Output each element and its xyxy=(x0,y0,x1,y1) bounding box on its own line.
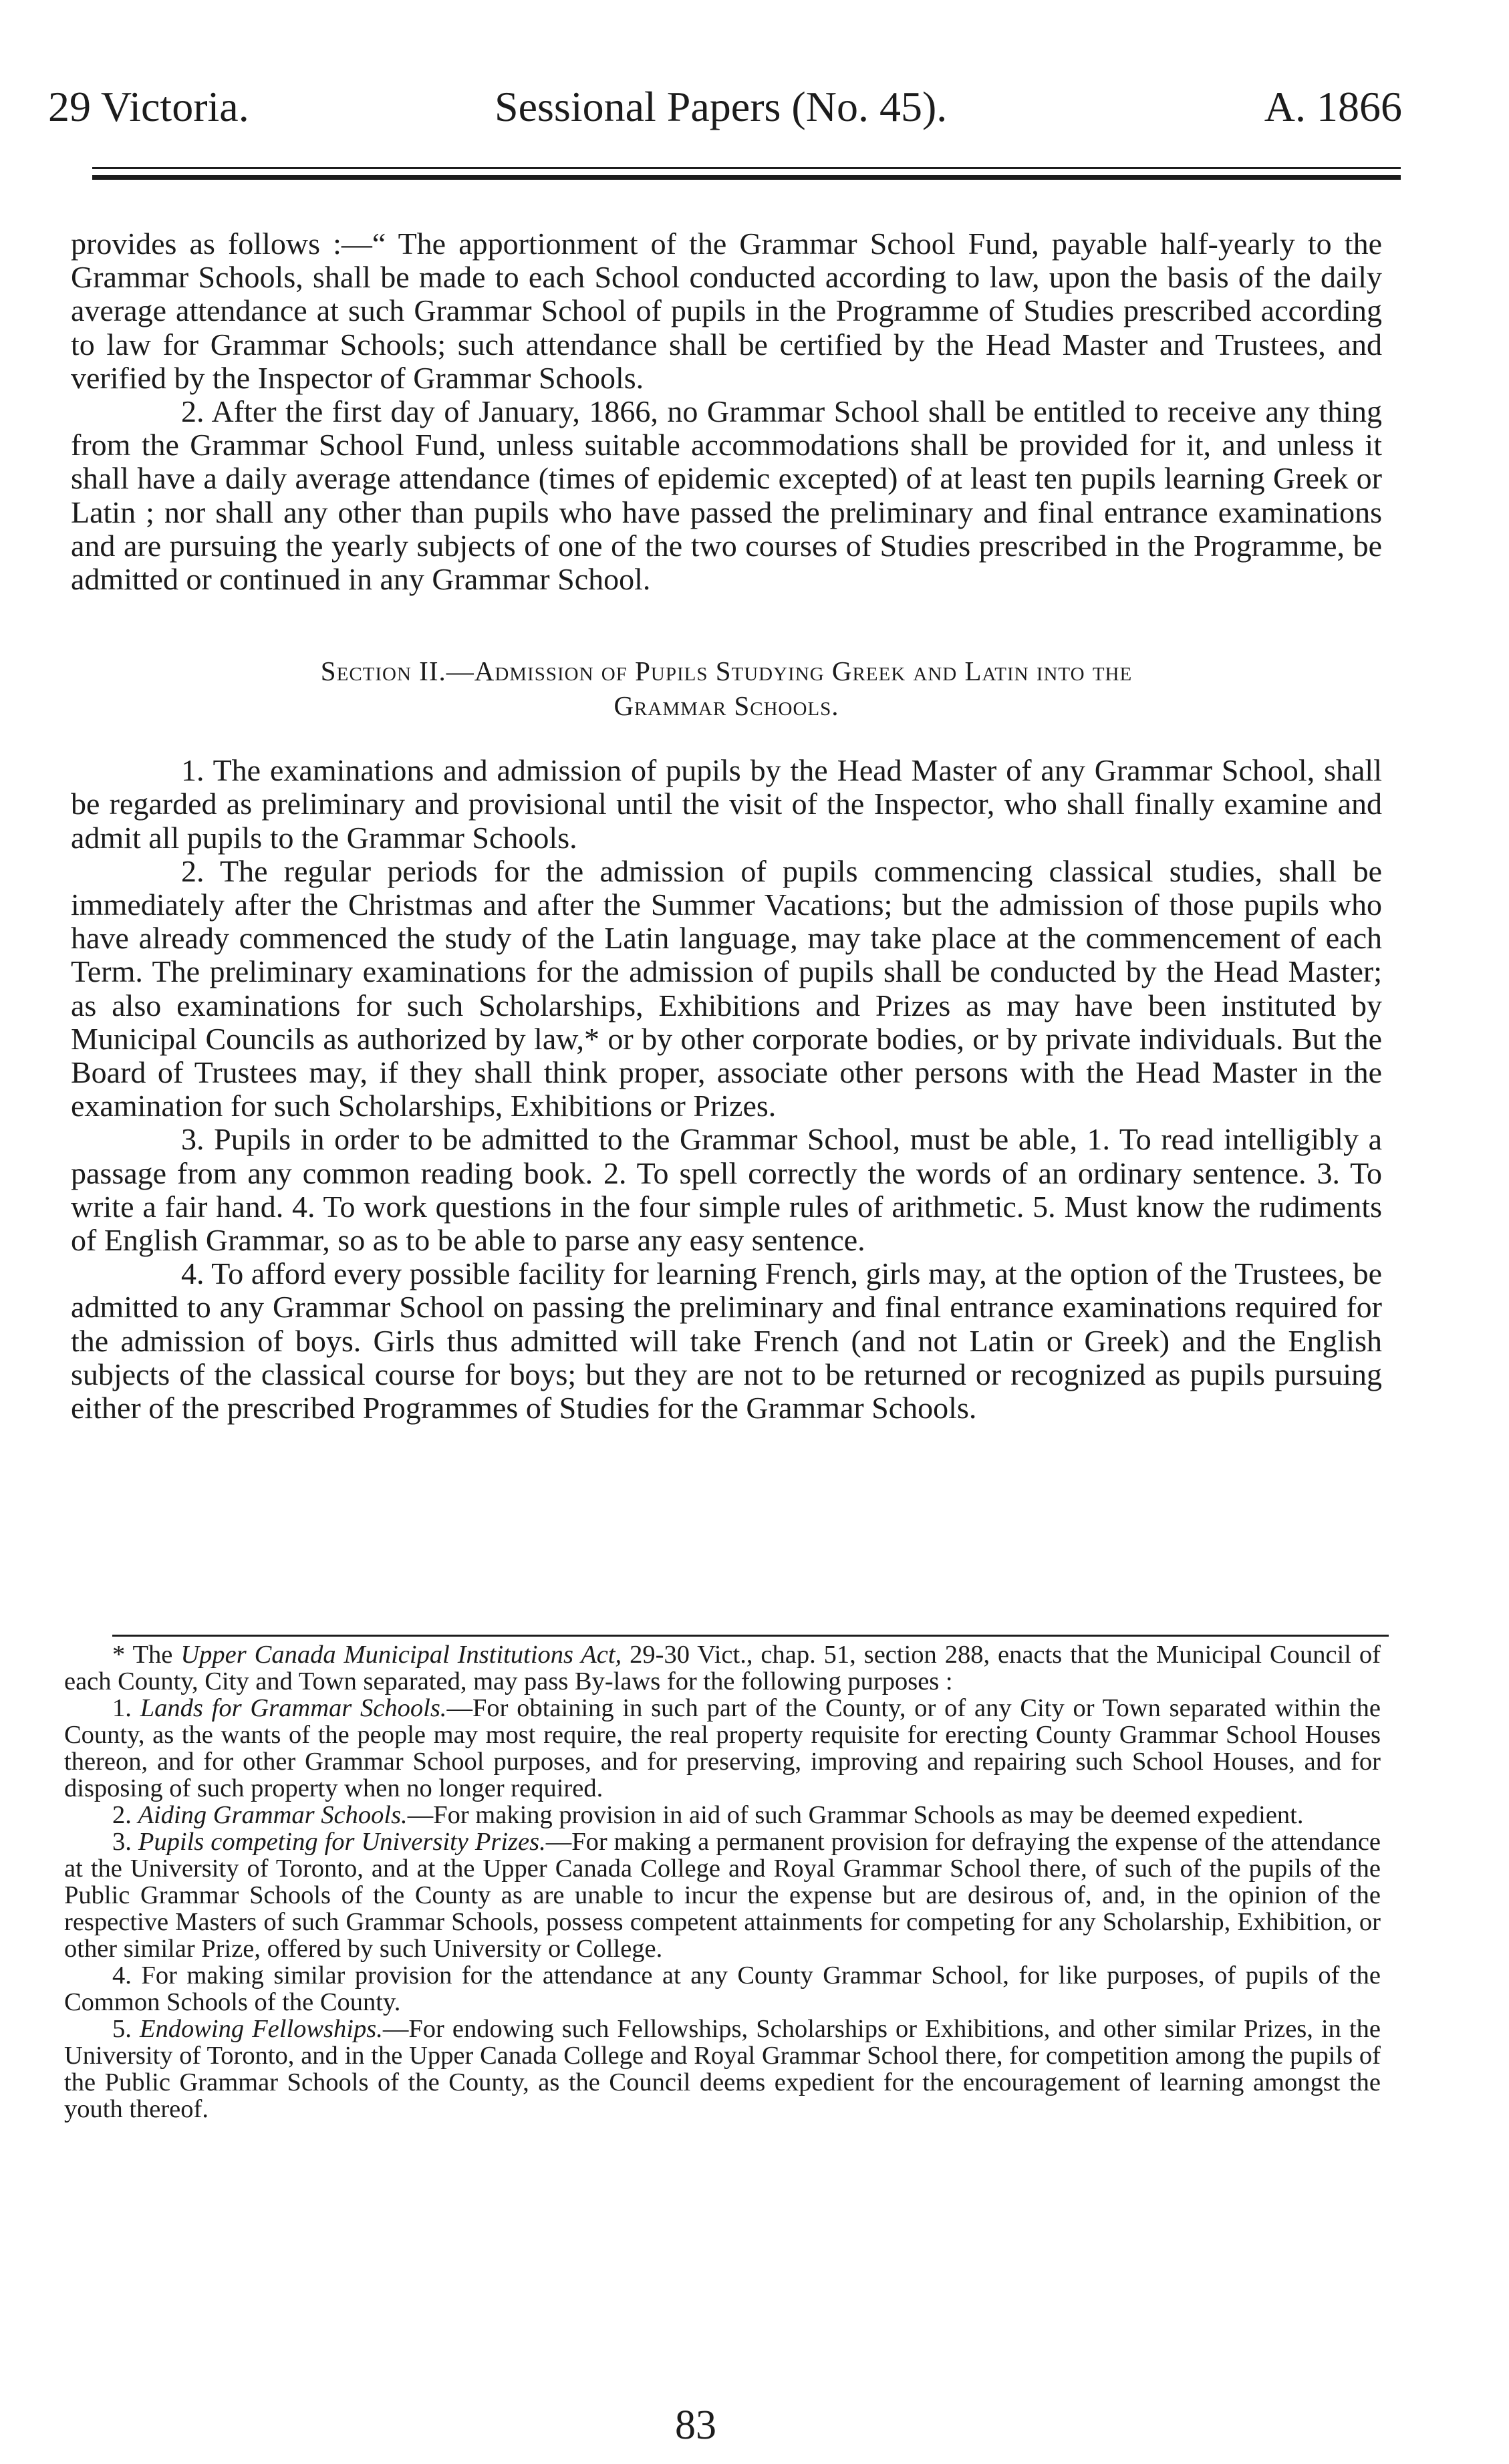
header-rule-thick xyxy=(92,175,1401,180)
section-heading-line-2: Grammar Schools. xyxy=(613,690,839,722)
header-year: A. 1866 xyxy=(1264,83,1402,130)
section-paragraph-4: 4. To afford every possible facility for learning French, girls may, at the option of the Trustees, be admitted to any Grammar School on passing the preliminary and final entrance examinations required for the admission of boys. Girls thus admitted will take French (and not Latin or Greek) and the English subjects of the classical course for boys; but they are not to be returned or recognized as pupils pursuing either of the prescribed Programmes of Studies for the Grammar Schools. xyxy=(71,1256,1382,1425)
footnote-item xyxy=(64,1695,1381,1802)
section-paragraph-1: 1. The examinations and admission of pupils by the Head Master of any Grammar School, shall be regarded as preliminary and provisional until the visit of the Inspector, who shall finally examine and admit all pupils to the Grammar Schools. xyxy=(71,753,1382,855)
footnote-intro xyxy=(64,1641,1381,1695)
footnote-item-title: Pupils competing for University Prizes. xyxy=(138,1828,546,1856)
section-heading xyxy=(71,654,1382,723)
footnote-item-text: —For making provision in aid of such Grammar Schools as may be deemed expedient. xyxy=(407,1801,1304,1829)
footnote-intro-text: 29-30 Vict., chap. 51, section 288, enacts that the Municipal Council of each County, City and Town separated, may pass By-laws for the following purposes : xyxy=(64,1641,1381,1695)
main-text xyxy=(71,227,1382,1425)
footnote-act-title: Upper Canada Municipal Institutions Act, xyxy=(180,1641,622,1669)
header-rule-thin xyxy=(92,167,1401,169)
footnote-mark: * The xyxy=(112,1641,181,1669)
page-number: 83 xyxy=(675,2403,716,2448)
footnote-item-text: —For making a permanent provision for defraying the expense of the attendance at the University of Toronto, and at the Upper Canada College and Royal Grammar School there, of such of the pupils of the Public Grammar Schools of the County as are unable to incur the expense but are desirous of, and, in the opinion of the respective Masters of such Grammar Schools, possess competent attainments for competing for any Scholarship, Exhibition, or other similar Prize, offered by such University or College. xyxy=(64,1828,1381,1963)
header-session: 29 Victoria. xyxy=(48,83,249,130)
footnote-item xyxy=(64,1828,1381,1962)
footnote-item-number: 5. xyxy=(112,2015,140,2043)
footnote-item-number: 1. xyxy=(112,1694,140,1722)
footnote-rule xyxy=(112,1635,1389,1637)
footnote-item-title: Aiding Grammar Schools. xyxy=(138,1801,408,1829)
section-paragraph-2: 2. The regular periods for the admission of pupils commencing classical studies, shall be immediately after the Christmas and after the Summer Vacations; but the admission of those pupils who have already commenced the study of the Latin language, may take place at the commencement of each Term. The preliminary examinations for the admission of pupils shall be conducted by the Head Master; as also examinations for such Scholarships, Exhibitions and Prizes as may have been instituted by Municipal Councils as authorized by law,* or by other corporate bodies, or by private individuals. But the Board of Trustees may, if they shall think proper, associate other persons with the Head Master in the examination for such Scholarships, Exhibitions or Prizes. xyxy=(71,853,1382,1123)
footnote-item-text: —For endowing such Fellowships, Scholarships or Exhibitions, and other similar Prizes, in the University of Toronto, and in the Upper Canada College and Royal Grammar School there, for competition among the pupils of the Public Grammar Schools of the County, as the Council deems expedient for the encouragement of learning amongst the youth thereof. xyxy=(64,2015,1381,2123)
header-title: Sessional Papers (No. 45). xyxy=(495,83,948,130)
intro-paragraph: provides as follows :—“ The apportionment of the Grammar School Fund, payable half-yearly to the Grammar Schools, shall be made to each School conducted according to law, upon the basis of the daily average attendance at such Grammar School of pupils in the Programme of Studies prescribed according to law for Grammar Schools; such attendance shall be certified by the Head Master and Trustees, and verified by the Inspector of Grammar Schools. xyxy=(71,227,1382,395)
footnote-item xyxy=(64,2016,1381,2123)
footnote-item-text: —For obtaining in such part of the County, or of any City or Town separated within the County, as the wants of the people may most require, the real property requisite for erecting County Grammar School Houses thereon, and for other Grammar School purposes, and for preserving, improving and repairing such School Houses, and for disposing of such property when no longer required. xyxy=(64,1694,1381,1802)
intro-paragraph-2: 2. After the first day of January, 1866, no Grammar School shall be entitled to receive any thing from the Grammar School Fund, unless suitable accommodations shall be provided for it, and unless it shall have a daily average attendance (times of epidemic excepted) of at least ten pupils learning Greek or Latin ; nor shall any other than pupils who have passed the preliminary and final entrance examinations and are pursuing the yearly subjects of one of the two courses of Studies prescribed in the Programme, be admitted or continued in any Grammar School. xyxy=(71,394,1382,597)
footnote-item xyxy=(64,1962,1381,2016)
footnote xyxy=(64,1641,1381,2123)
footnote-item-text: For making similar provision for the attendance at any County Grammar School, for like purposes, of pupils of the Common Schools of the County. xyxy=(64,1961,1381,2016)
footnote-item-title: Lands for Grammar Schools. xyxy=(140,1694,447,1722)
footnote-item-number: 4. xyxy=(112,1961,142,1990)
footnote-item xyxy=(64,1802,1381,1828)
footnote-item-number: 2. xyxy=(112,1801,138,1829)
section-heading-line-1: Section II.—Admission of Pupils Studying Greek and Latin into the xyxy=(320,656,1133,687)
footnote-item-number: 3. xyxy=(112,1828,138,1856)
section-paragraph-3: 3. Pupils in order to be admitted to the Grammar School, must be able, 1. To read intelligibly a passage from any common reading book. 2. To spell correctly the words of an ordinary sentence. 3. To write a fair hand. 4. To work questions in the four simple rules of arithmetic. 5. Must know the rudiments of English Grammar, so as to be able to parse any easy sentence. xyxy=(71,1122,1382,1258)
footnote-item-title: Endowing Fellowships. xyxy=(139,2015,383,2043)
